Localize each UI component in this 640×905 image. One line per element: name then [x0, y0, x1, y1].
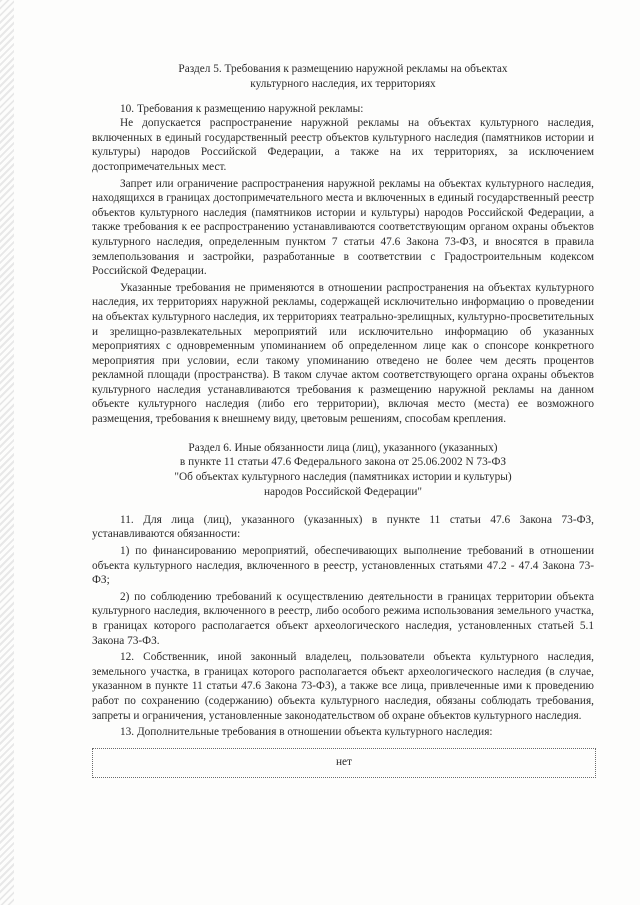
- paragraph-10-2: Запрет или ограничение распространения наружной рекламы на объектах культурного наследия, находящихся в границах достопримечательного места и включенных в единый государственный реестр объектов культурного наследия (памятников истории и культуры) народов Российской Федерации, а также требования к ее распространению устанавливаются соответствующим органом охраны объектов культурного наследия, определенным пунктом 7 статьи 47.6 Закона 73-ФЗ, и вносятся в правила землепользования и застройки, разработанные в соответствии с Градостроительным кодексом Российской Федерации.: [92, 177, 594, 278]
- paragraph-10-3: Указанные требования не применяются в отношении распространения на объектах культурного наследия, их территориях наружной рекламы, содержащей исключительно информацию о проведении на объектах культурного наследия, их территориях театрально-зрелищных, культурно-просветительных и зрелищно-развлекательных мероприятий или исключительно информацию об указанных мероприятиях с одновременным упоминанием об определенном лице как о спонсоре конкретного мероприятия при условии, если такому упоминанию отведено не более чем десять процентов рекламной площади (пространства). В таком случае актом соответствующего органа охраны объектов культурного наследия устанавливаются требования к размещению наружной рекламы на данном объекте культурного наследия (либо его территории), включая место (места) ее возможного размещения, требования к внешнему виду, цветовым решениям, способам крепления.: [92, 281, 594, 426]
- section6-heading: [92, 441, 594, 500]
- paragraph-11-title: 11. Для лица (лиц), указанного (указанных) в пункте 11 статьи 47.6 Закона 73-ФЗ, устанавливаются обязанности:: [92, 513, 594, 541]
- section5-heading-line2: культурного наследия, их территориях: [250, 77, 436, 90]
- section5-heading-line1: Раздел 5. Требования к размещению наружной рекламы на объектах: [178, 63, 508, 75]
- paragraph-13: 13. Дополнительные требования в отношении объекта культурного наследия:: [120, 726, 493, 739]
- paragraph-12: 12. Собственник, иной законный владелец, пользователи объекта культурного наследия, земельного участка, в границах которого располагается объект археологического наследия (в случае, указанном в пункте 11 статьи 47.6 Закона 73-ФЗ), а также все лица, привлеченные ими к проведению работ по сохранению (содержанию) объекта культурного наследия, обязаны соблюдать требования, запреты и ограничения, установленные законодательством об охране объектов культурного наследия.: [92, 651, 594, 722]
- section5-heading: [92, 62, 594, 92]
- section6-heading-line4: народов Российской Федерации": [263, 486, 423, 499]
- paragraph-11-2: 2) по соблюдению требований к осуществлению деятельности в границах территории объекта культурного наследия, включенного в реестр, либо особого режима использования земельного участка, в границах которого располагается объект археологического наследия, установленных статьей 5.1 Закона 73-ФЗ.: [92, 590, 594, 647]
- paragraph-11-1: 1) по финансированию мероприятий, обеспечивающих выполнение требований в отношении объекта культурного наследия, включенного в реестр, установленных статьями 47.2 - 47.4 Закона 73-ФЗ;: [92, 545, 594, 587]
- additional-requirements-box: [92, 748, 596, 778]
- paragraph-10-title: 10. Требования к размещению наружной рекламы:: [120, 102, 364, 115]
- document-body: [92, 62, 594, 778]
- binding-edge: [0, 0, 14, 905]
- section6-heading-line2: в пункте 11 статьи 47.6 Федерального закона от 25.06.2002 N 73-ФЗ: [179, 456, 507, 469]
- section6-heading-line1: Раздел 6. Иные обязанности лица (лиц), указанного (указанных): [188, 441, 498, 454]
- section6-heading-line3: "Об объектах культурного наследия (памятниках истории и культуры): [174, 471, 512, 484]
- additional-requirements-value: нет: [336, 756, 352, 769]
- paragraph-10-1: Не допускается распространение наружной рекламы на объектах культурного наследия, включенных в единый государственный реестр объектов культурного наследия (памятников истории и культуры) народов Российской Федерации, а также на их территориях, за исключением достопримечательных мест.: [92, 117, 594, 173]
